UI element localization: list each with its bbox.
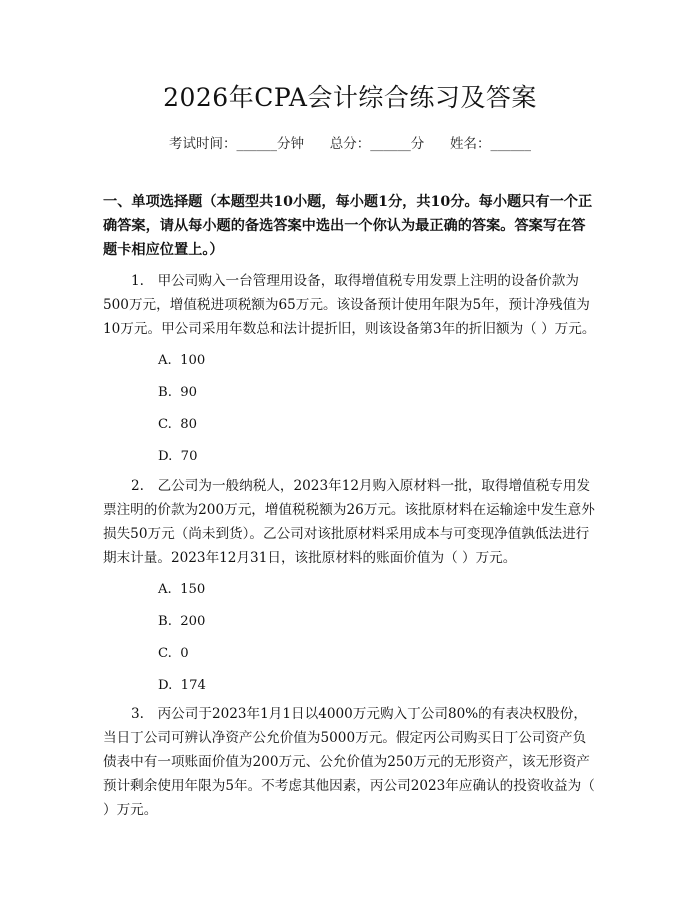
option-b: B. 90 [158,385,198,400]
page-title: 2026年CPA会计综合练习及答案 [163,83,537,112]
option-a: A. 100 [158,353,206,368]
section-heading: 一、单项选择题（本题型共10小题，每小题1分，共10分。每小题只有一个正确答案，请从每小题的备选答案中选出一个你认为最正确的答案。答案写在答题卡相应位置上。） [103,194,593,258]
question-2-options [103,580,597,696]
option-c: C. 80 [158,417,197,432]
option-b: B. 200 [158,614,206,629]
exam-meta-line: 考试时间：______分钟 总分：______分 姓名：______ [169,136,531,152]
question-2: 2. 乙公司为一般纳税人，2023年12月购入原材料一批，取得增值税专用发票注明的价款为200万元，增值税税额为26万元。该批原材料在运输途中发生意外损失50万元（尚未到货）。乙公司对该批原材料采用成本与可变现净值孰低法进行期末计量。2023年12月31日，该批原材料的账面价值为（ ）万元。 [103,478,595,566]
question-3: 3. 丙公司于2023年1月1日以4000万元购入丁公司80%的有表决权股份，当日丁公司可辨认净资产公允价值为5000万元。假定丙公司购买日丁公司资产负债表中有一项账面价值为200万元、公允价值为250万元的无形资产，该无形资产预计剩余使用年限为5年。不考虑其他因素，丙公司2023年应确认的投资收益为（ ）万元。 [103,706,595,818]
option-c: C. 0 [158,646,189,661]
option-d: D. 174 [158,678,206,693]
question-1-options [103,351,597,467]
option-d: D. 70 [158,449,198,464]
question-1: 1. 甲公司购入一台管理用设备，取得增值税专用发票上注明的设备价款为500万元，增值税进项税额为65万元。该设备预计使用年限为5年，预计净残值为10万元。甲公司采用年数总和法计提折旧，则该设备第3年的折旧额为（ ）万元。 [103,273,596,337]
option-a: A. 150 [158,582,206,597]
